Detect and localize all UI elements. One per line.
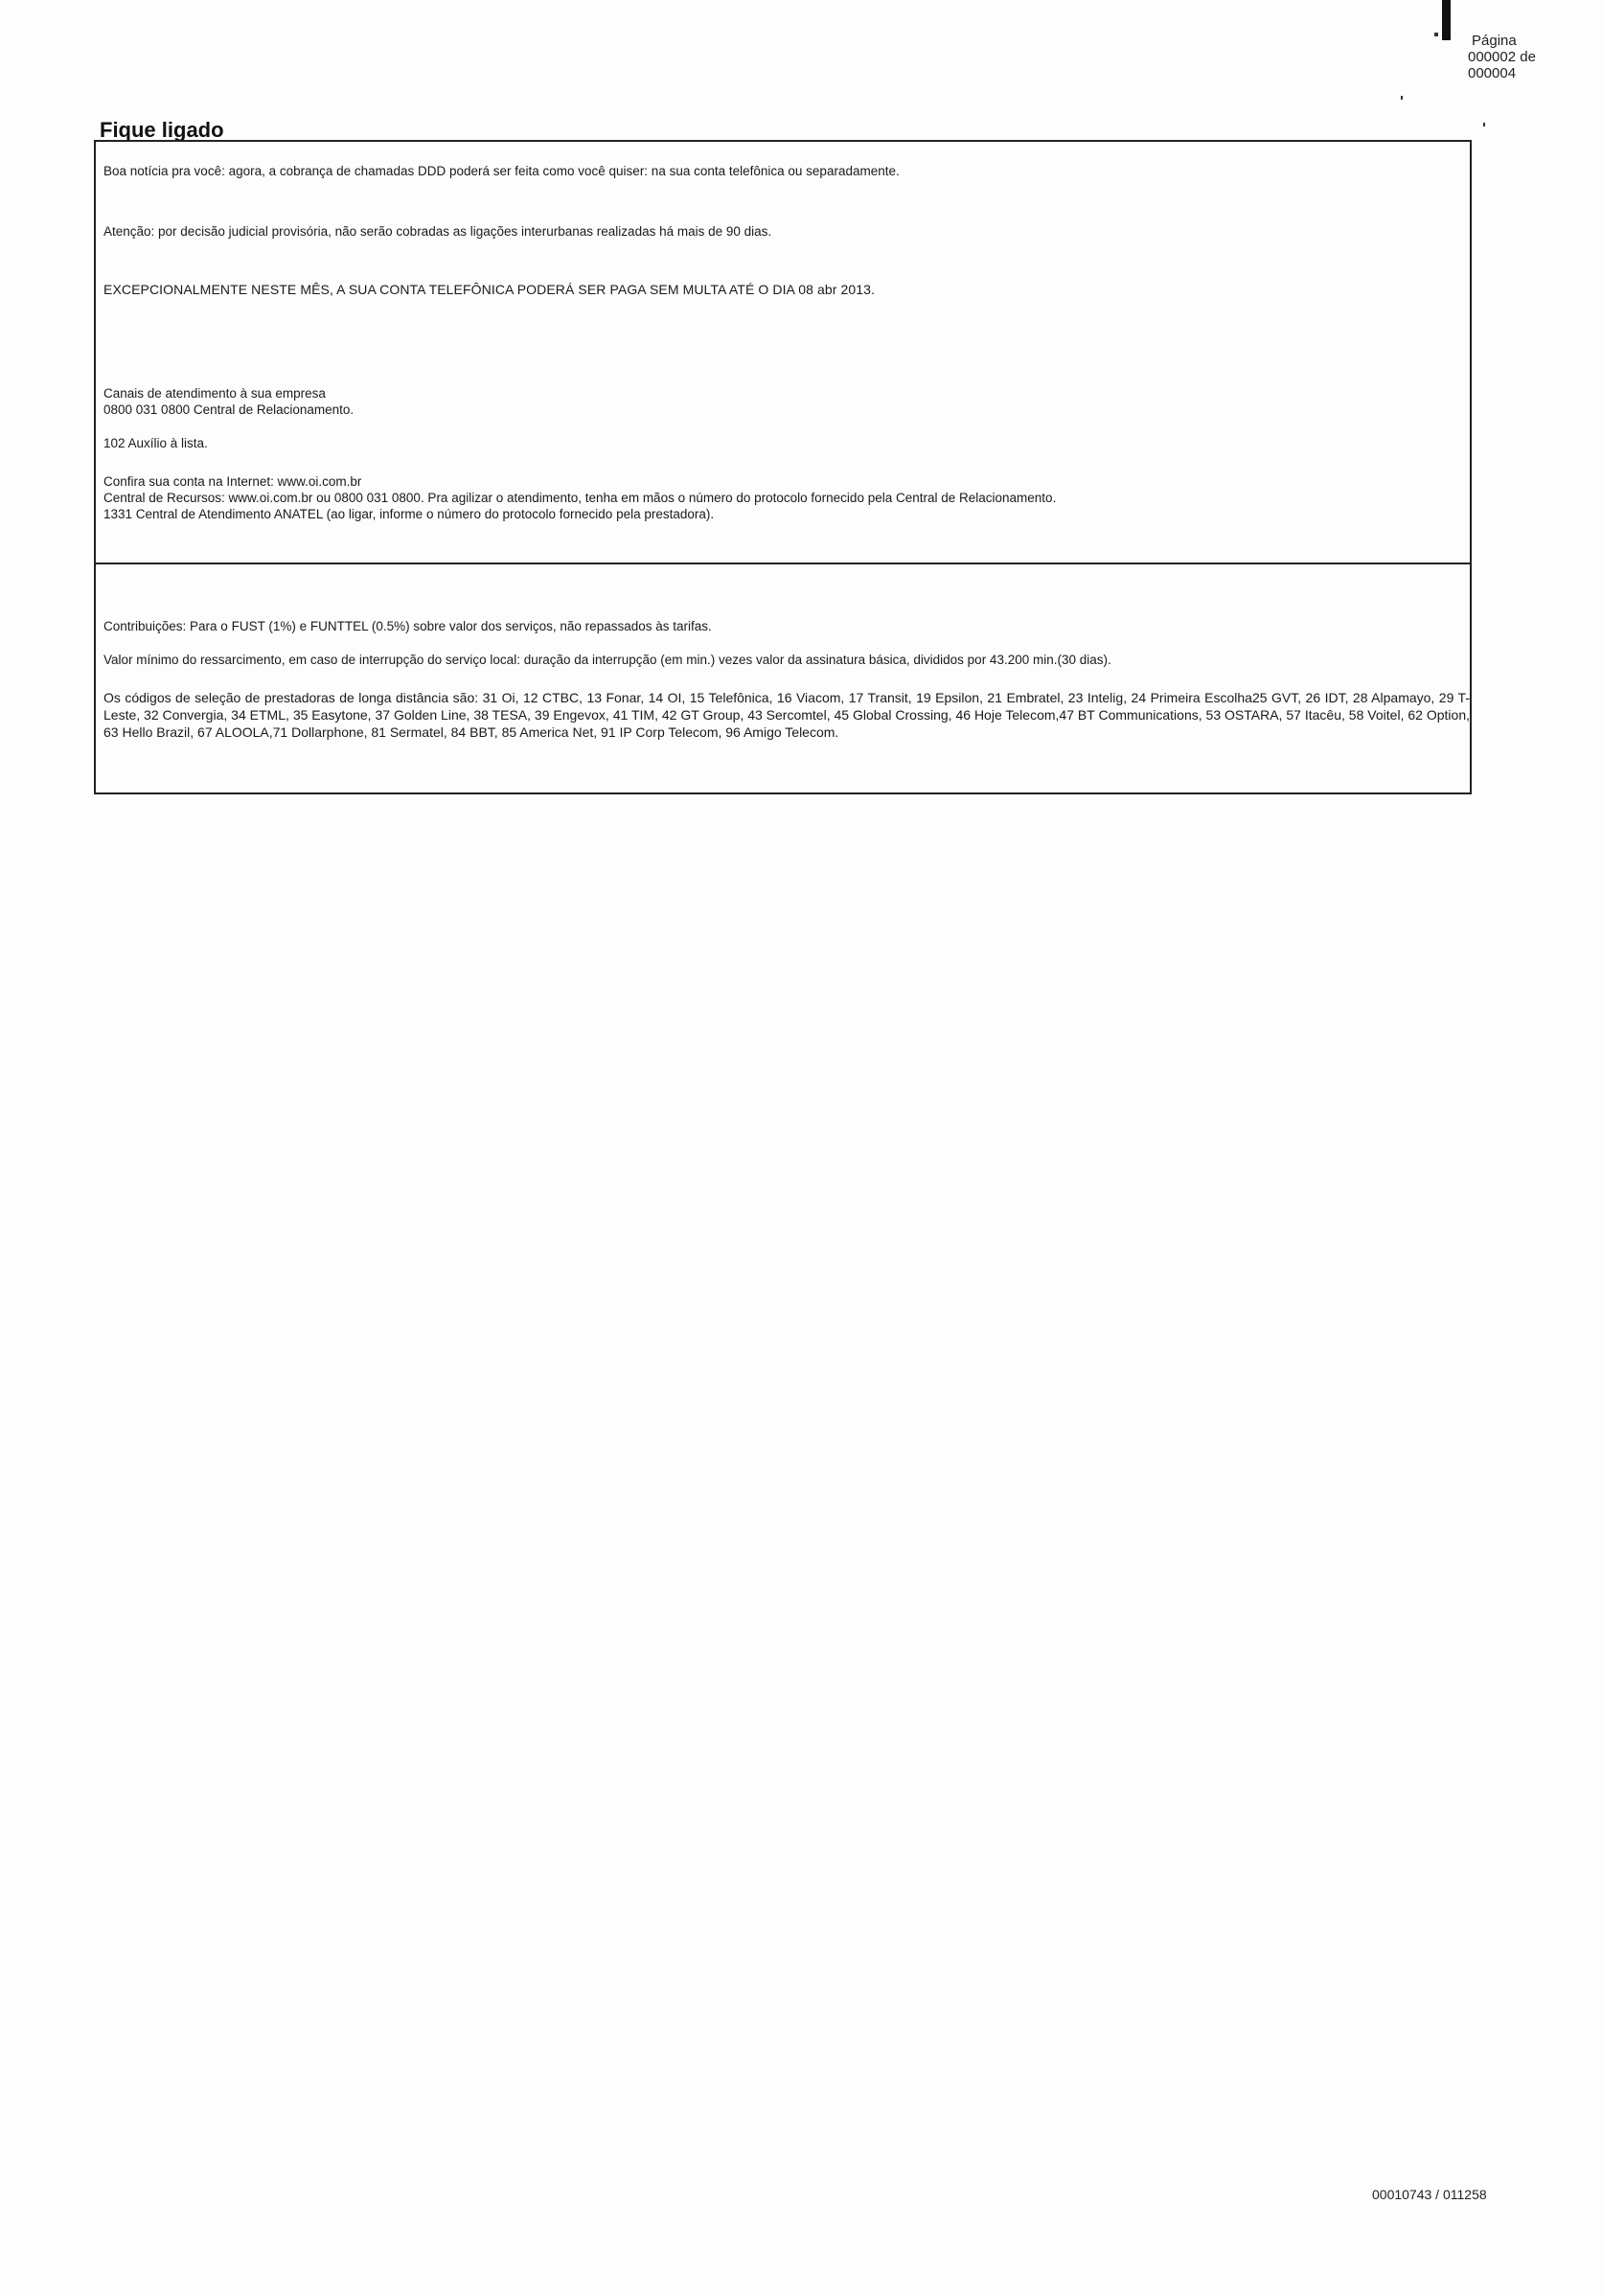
scan-speck <box>1401 96 1403 100</box>
page-of: de <box>1520 49 1536 65</box>
page-total: 000004 <box>1468 65 1517 81</box>
scan-speck <box>1483 123 1485 126</box>
news-line: Boa notícia pra você: agora, a cobrança de chamadas DDD poderá ser feita como você quiser: na sua conta telefônica ou separadamente. <box>103 164 900 178</box>
channels-phone: 0800 031 0800 Central de Relacionamento. <box>103 402 355 417</box>
exceptional-line: EXCEPCIONALMENTE NESTE MÊS, A SUA CONTA TELEFÔNICA PODERÁ SER PAGA SEM MULTA ATÉ O DIA 08 abr 2013. <box>103 282 876 297</box>
info-box <box>94 140 1472 564</box>
page-current: 000002 <box>1468 49 1517 65</box>
section-title: Fique ligado <box>100 118 224 142</box>
directory-help: 102 Auxílio à lista. <box>103 436 208 450</box>
scan-speck <box>1434 33 1438 36</box>
contributions-line: Contribuições: Para o FUST (1%) e FUNTTEL (0.5%) sobre valor dos serviços, não repassados às tarifas. <box>103 619 712 633</box>
channels-title: Canais de atendimento à sua empresa <box>103 386 326 401</box>
page-current-line <box>1468 49 1573 65</box>
carrier-codes: Os códigos de seleção de prestadoras de longa distância são: 31 Oi, 12 CTBC, 13 Fonar, 14 OI, 15 Telefônica, 16 Viacom, 17 Transit, 19 Epsilon, 21 Embratel, 23 Intelig, 24 Primeira Escolha25 GVT, 26 IDT, 28 Alpamayo, 29 T-Leste, 32 Convergia, 34 ETML, 35 Easytone, 37 Golden Line, 38 TESA, 39 Engevox, 41 TIM, 42 GT Group, 43 Sercomtel, 45 Global Crossing, 46 Hoje Telecom,47 BT Communications, 53 OSTARA, 57 Itacêu, 58 Voitel, 62 Option, 63 Hello Brazil, 67 ALOOLA,71 Dollarphone, 81 Sermatel, 84 BBT, 85 America Net, 91 IP Corp Telecom, 96 Amigo Telecom. <box>103 690 1470 740</box>
attention-line: Atenção: por decisão judicial provisória, não serão cobradas as ligações interurbanas realizadas há mais de 90 dias. <box>103 224 772 239</box>
page-label: Página <box>1472 33 1517 49</box>
footer-code: 00010743 / 011258 <box>1372 2187 1487 2202</box>
internet-line: Confira sua conta na Internet: www.oi.com.br <box>103 474 362 489</box>
scan-mark <box>1442 0 1451 40</box>
taxes-box <box>94 563 1472 794</box>
anatel-line: 1331 Central de Atendimento ANATEL (ao ligar, informe o número do protocolo fornecido pela prestadora). <box>103 507 715 521</box>
reimbursement-line: Valor mínimo do ressarcimento, em caso de interrupção do serviço local: duração da interrupção (em min.) vezes valor da assinatura básica, divididos por 43.200 min.(30 dias). <box>103 653 1111 667</box>
appeals-line: Central de Recursos: www.oi.com.br ou 0800 031 0800. Pra agilizar o atendimento, tenha em mãos o número do protocolo fornecido pela Central de Relacionamento. <box>103 491 1057 505</box>
page-indicator <box>1468 33 1573 81</box>
